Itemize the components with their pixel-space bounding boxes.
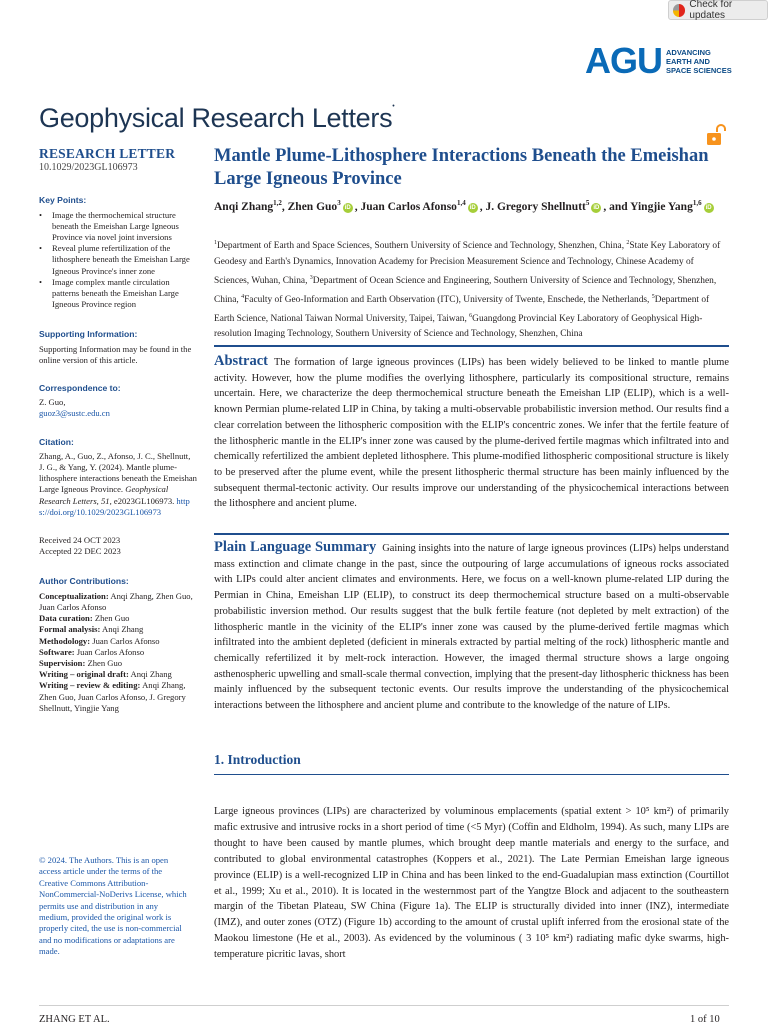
introduction-text: Large igneous provinces (LIPs) are characterized by voluminous emplacements (spatial extent > 10⁵ km²) of primarily mafic extrusive and intrusive rocks in a short period of time (<5 Myr) (Coffin and Eldholm, 1994). As such, many LIPs are thought to have been caused by mantle plumes, which brought deep mantle materials and energy to the surface, and contributed to global environmental catastrophes (Koppers et al., 2021). The Late Permian Emeishan large igneous province (ELIP) is a well-recognized LIP in China and has been linked to the end-Guadalupian mass extinction (Courtillot et al., 1999; Xu et al., 2010). It is located in the westernmost part of the Yangtze Block and adjacent to the southeastern margin of the Tibetan Plateau, SW China (Figure 1a). The ELIP is structurally divided into inner (INZ), intermediate (IMZ), and outer zones (OTZ) (Figure 1b) according to the amount of crustal uplift inferred from the erosional state of the Maokou limestone (He et al., 2003). As evidenced by the voluminous ( 3 10⁵ km²) radiating mafic dyke swarms, high-temperature picritic lavas, short [214,806,729,961]
article-type: RESEARCH LETTER [39,146,176,161]
check-updates-label: Check for updates [689,0,733,21]
contributions-heading: Author Contributions: [39,576,129,587]
agu-logo [585,40,732,81]
journal-mark: • [392,103,395,110]
footer-rule [39,1005,729,1006]
pls-heading: Plain Language Summary [214,539,377,555]
contribution-item: Writing – original draft: Anqi Zhang [39,669,172,680]
author-list: Anqi Zhang$^{1,2}$, Zhen Guo$^3$iD , Juan Carlos Afonso$^{1,4}$iD , J. Gregory Shellnutt$^5$iD , and Yingjie Yang$^{1,6}$iD [214,199,712,213]
orcid-icon[interactable]: iD [344,204,351,211]
received-date: Received 24 OCT 2023 [39,535,121,546]
citation-doi-link[interactable]: https://doi.org/10.1029/2023GL106973 [39,495,190,517]
crossmark-icon [673,4,685,17]
correspondence-name: Z. Guo, [39,397,66,408]
citation-text: Zhang, A., Guo, Z., Afonso, J. C., Shellnutt, J. G., & Yang, Y. (2024). Mantle plume-lithosphere interactions beneath the Emeishan Large Igneous Province. Geophysical Research Letters, 51, e2023GL106973. https://doi.org/10.1029/2023GL106973 [39,450,197,517]
citation-heading: Citation: [39,436,74,447]
supporting-info-section [39,329,197,366]
journal-title: Geophysical Research Letters• [39,103,395,133]
contribution-item: Conceptualization: Anqi Zhang, Zhen Guo, Juan Carlos Afonso [39,590,193,612]
contribution-item: Supervision: Zhen Guo [39,657,123,668]
contribution-item: Software: Juan Carlos Afonso [39,646,145,657]
key-points-list [39,210,197,311]
sidebar [39,148,197,714]
contribution-item: Data curation: Zhen Guo [39,613,130,624]
citation-id: e2023GL106973. [113,495,175,506]
correspondence-email-link[interactable]: guoz3@sustc.edu.cn [39,408,110,419]
introduction-heading: 1. Introduction [214,752,301,767]
article-doi[interactable]: 10.1029/2023GL106973 [39,162,138,174]
key-points-section [39,195,197,310]
contribution-item: Writing – review & editing: Anqi Zhang, Zhen Guo, Juan Carlos Afonso, J. Gregory Shellnutt, Yingjie Yang [39,680,186,713]
author-name: Juan Carlos Afonso [360,200,457,213]
orcid-icon[interactable]: iD [593,204,600,211]
plain-language-summary-section [214,540,729,714]
page-number: 1 of 10 [690,1014,720,1024]
key-point: • Image the thermochemical structure beneath the Emeishan Large Igneous Province via novel joint inversions [39,210,197,244]
pls-rule [214,533,729,535]
agu-mark: AGU [585,40,662,81]
license-text: © 2024. The Authors. This is an open access article under the terms of the Creative Commons Attribution-NonCommercial-NoDerivs License, which permits use and distribution in any medium, provided the original work is properly cited, the use is non-commercial and no modifications or adaptations are made. [39,855,187,957]
affiliations: $^1$Department of Earth and Space Sciences, Southern University of Science and Technology, Shenzhen, China, $^2$State Key Laboratory of Geodesy and Earth's Dynamics, Innovation Academy for Precision Measurement Science and Technology, Chinese Academy of Sciences, Wuhan, China, $^3$Department of Ocean Science and Engineering, Southern University of Science and Technology, Shenzhen, China, $^4$Faculty of Geo-Information and Earth Observation (ITC), University of Twente, Enschede, the Netherlands, $^5$Department of Earth Science, National Taiwan Normal University, Taipei, Taiwan, $^6$Guangdong Provincial Key Laboratory of Geophysical High-resolution Imaging Technology, Southern University of Science and Technology, Shenzhen, China [214,240,721,340]
abstract-heading: Abstract [214,353,268,369]
key-points-heading: Key Points: [39,195,87,206]
abstract-section [214,354,729,512]
paper-title: Mantle Plume-Lithosphere Interactions Beneath the Emeishan Large Igneous Province [214,146,709,189]
pls-text: Gaining insights into the nature of large igneous provinces (LIPs) helps understand mass extinction and climate change in the past, since the outpouring of large accumulations of igneous rocks associated with LIPs could alter ancient climates and environments. Here, we focus on a well-known plume-related LIP during the Permian in China, Emeishan LIP (ELIP), to construct its deep thermochemical structure based on a multi-observable probabilistic inversion method. Our results suggest that the bulk fertile feature (not depleted by melt extraction) of the lithospheric mantle in the vicinity of the ELIP's inner zone was caused by the plume-derived fertile magmas which infiltrated into the ambient depleted (deficient in minerals extracted by partial melting of the rock) lithospheric mantle and chemically refertilized it by melt-rock interaction. However, the imaged thermal structure shows a large ongoing asthenospheric upwelling and small-scale thermal convection, implying that the present-day lithospheric thickness has been mainly influenced by the subsequent tectonic events. Our results improve the understanding of the physicochemical interactions between the lithosphere and ancient plume and contribute to the knowledge of the nature of LIPs. [214,543,729,712]
footer-authors: ZHANG ET AL. [39,1014,110,1024]
introduction-rule [214,774,729,775]
abstract-text: The formation of large igneous provinces (LIPs) has been widely believed to be linked to mantle plume activity. However, how the plume modifies the overlying lithosphere, particularly its compositional structure, remains uncertain. Here, we characterize the deep thermochemical structure beneath the Emeishan LIP (ELIP), which is a well-known Permian plume-related LIP in China, by taking a multi-observable probabilistic inversion method. Our results find a clear correlation between the lithospheric composition with the ELIP's concentric zones. We infer that the fertile feature of the lithospheric mantle in the ELIP's inner zone was caused by the plume-derived fertile magmas which infiltrated into and chemically refertilized the ambient depleted lithosphere. This plume-modified lithospheric compositional structure is likely to be preserved after the plume event, while the present lithospheric thermal structure has been mainly influenced by the subsequent thermal-tectonic activity. Our results improve our understanding of the physicochemical interactions between the lithosphere and ancient plume. [214,357,729,510]
citation-journal: Geophysical Research Letters, 51, [39,484,169,506]
key-point: • Reveal plume refertilization of the lithosphere beneath the Emeishan Large Igneous Province's inner zone [39,243,197,277]
abstract-rule [214,345,729,347]
open-access-lock-icon [705,123,729,147]
supporting-info-text: Supporting Information may be found in the online version of this article. [39,343,192,365]
author-name: Anqi Zhang [214,200,274,213]
correspondence-heading: Correspondence to: [39,383,121,394]
correspondence-section [39,383,197,420]
dates-section [39,535,197,557]
accepted-date: Accepted 22 DEC 2023 [39,546,121,557]
contributions-section [39,576,197,713]
contribution-item: Methodology: Juan Carlos Afonso [39,635,160,646]
author-name: Zhen Guo [287,200,338,213]
orcid-icon[interactable]: iD [469,204,476,211]
orcid-icon[interactable]: iD [705,204,712,211]
check-for-updates-button[interactable] [668,0,768,20]
author-name: Yingjie Yang [630,200,693,213]
key-point: • Image complex mantle circulation patterns beneath the Emeishan Large Igneous Province region [39,277,197,311]
supporting-info-heading: Supporting Information: [39,329,138,340]
author-name: J. Gregory Shellnutt [485,200,586,213]
citation-section [39,437,197,518]
agu-tagline: ADVANCING EARTH AND SPACE SCIENCES [666,47,732,75]
contribution-item: Formal analysis: Anqi Zhang [39,624,144,635]
